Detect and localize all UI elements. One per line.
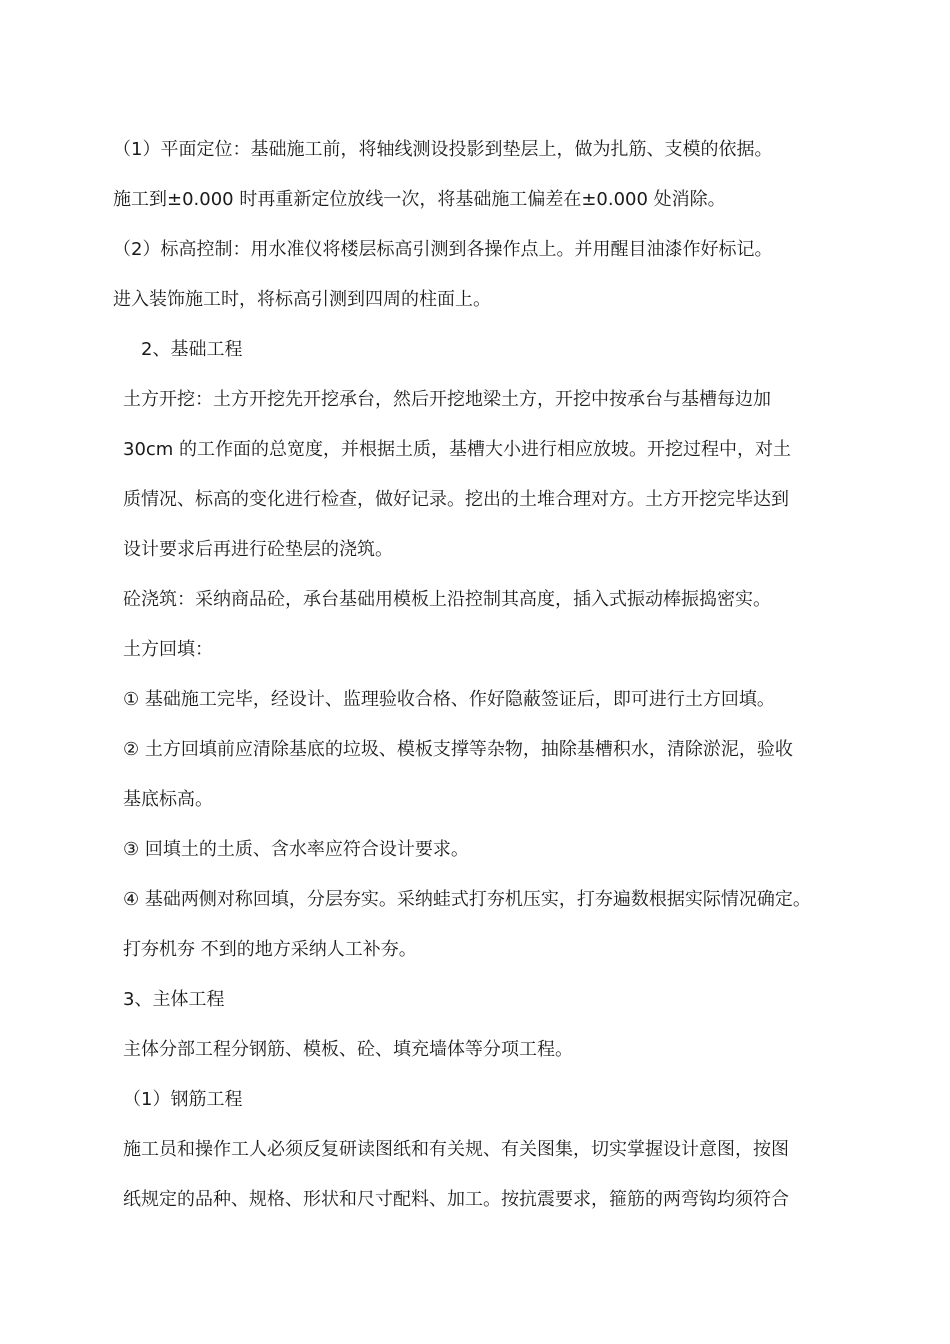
list-item: ④ 基础两侧对称回填，分层夯实。采纳蛙式打夯机压实，打夯遍数根据实际情况确定。 <box>123 889 811 910</box>
subsection-heading: （1）钢筋工程 <box>123 1089 243 1110</box>
paragraph-line: 施工到±0.000 时再重新定位放线一次，将基础施工偏差在±0.000 处消除。 <box>113 189 726 210</box>
list-item: ① 基础施工完毕，经设计、监理验收合格、作好隐蔽签证后，即可进行土方回填。 <box>123 689 775 710</box>
list-item: ② 土方回填前应清除基底的垃圾、模板支撑等杂物，抽除基槽积水，清除淤泥，验收 <box>123 739 793 760</box>
paragraph-line: 基底标高。 <box>123 789 213 810</box>
section-heading: 3、主体工程 <box>123 989 225 1010</box>
paragraph-line: 30cm 的工作面的总宽度，并根据土质，基槽大小进行相应放坡。开挖过程中，对土 <box>123 439 792 460</box>
paragraph-line: 主体分部工程分钢筋、模板、砼、填充墙体等分项工程。 <box>123 1039 573 1060</box>
paragraph-line: 纸规定的品种、规格、形状和尺寸配料、加工。按抗震要求，箍筋的两弯钩均须符合 <box>123 1189 789 1210</box>
paragraph-line: 质情况、标高的变化进行检查，做好记录。挖出的土堆合理对方。土方开挖完毕达到 <box>123 489 789 510</box>
section-heading: 2、基础工程 <box>141 339 243 360</box>
list-item: ③ 回填土的土质、含水率应符合设计要求。 <box>123 839 469 860</box>
paragraph-line: 进入装饰施工时，将标高引测到四周的柱面上。 <box>113 289 491 310</box>
paragraph-line: 设计要求后再进行砼垫层的浇筑。 <box>123 539 393 560</box>
paragraph-line: 土方回填： <box>123 639 213 660</box>
paragraph-line: 打夯机夯 不到的地方采纳人工补夯。 <box>123 939 417 960</box>
paragraph-line: （1）平面定位：基础施工前，将轴线测设投影到垫层上，做为扎筋、支模的依据。 <box>113 139 773 160</box>
paragraph-line: 土方开挖：土方开挖先开挖承台，然后开挖地梁土方，开挖中按承台与基槽每边加 <box>123 389 771 410</box>
paragraph-line: 砼浇筑：采纳商品砼，承台基础用模板上沿控制其高度，插入式振动棒振捣密实。 <box>123 589 771 610</box>
paragraph-line: （2）标高控制：用水准仪将楼层标高引测到各操作点上。并用醒目油漆作好标记。 <box>113 239 773 260</box>
paragraph-line: 施工员和操作工人必须反复研读图纸和有关规、有关图集，切实掌握设计意图，按图 <box>123 1139 789 1160</box>
